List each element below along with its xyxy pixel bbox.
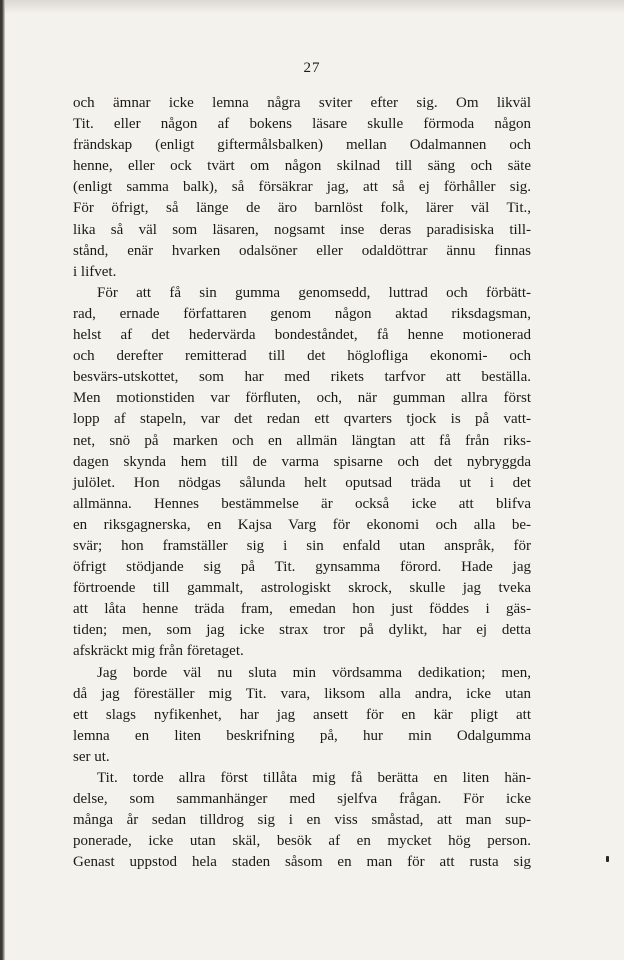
text-line: allmänna. Hennes bestämmelse är också icke att blifva [73, 495, 531, 512]
text-line: då jag föreställer mig Tit. vara, liksom alla andra, icke utan [73, 685, 531, 702]
text-line: ponerade, icke utan skäl, besök af en mycket hög person. [73, 833, 531, 850]
text-line: tiden; men, som jag icke strax tror på dylikt, har ej detta [73, 622, 531, 639]
text-line: Jag borde väl nu sluta min vördsamma dedikation; men, [97, 664, 531, 681]
text-line: Men motionstiden var förﬂuten, och, när gumman allra först [73, 390, 531, 407]
text-line: ser ut. [73, 748, 110, 765]
text-line: lopp af stapeln, var det redan ett qvarters tjock is på vatt- [73, 411, 531, 428]
text-line: rad, ernade författaren genom någon aktad riksdagsman, [73, 305, 531, 322]
ink-speck [606, 856, 609, 862]
text-line: julölet. Hon nödgas sålunda helt oputsad träda ut i det [73, 474, 531, 491]
text-line: besvärs-utskottet, som har med rikets tarfvor att beställa. [73, 369, 531, 386]
page-binding-edge [0, 0, 5, 960]
text-line: och derefter remitterad till det högloﬂiga ekonomi- och [73, 348, 531, 365]
text-line: net, snö på marken och en allmän längtan att få från riks- [73, 432, 531, 449]
page-top-edge [0, 0, 624, 14]
text-line: lika så väl som läsaren, nogsamt inse deras paradisiska till- [73, 221, 531, 238]
text-line: öfrigt stödjande sig på Tit. gynsamma förord. Hade jag [73, 559, 531, 576]
page-number: 27 [303, 60, 321, 76]
body-text [73, 93, 531, 873]
text-line: att låta henne träda fram, emedan hon just föddes i gäs- [73, 601, 531, 618]
text-line: förtroende till gammalt, astrologiskt skrock, skulle jag tveka [73, 580, 531, 597]
text-line: delse, som sammanhänger med sjelfva frågan. För icke [73, 791, 531, 808]
text-line: stånd, enär hvarken odalsöner eller odaldöttrar ännu finnas [73, 242, 531, 259]
text-line: frändskap (enligt giftermålsbalken) mellan Odalmannen och [73, 137, 531, 154]
text-line: (enligt samma balk), så försäkrar jag, att så ej förhåller sig. [73, 179, 531, 196]
text-line: svär; hon framställer sig i sin enfald utan anspråk, för [73, 537, 531, 554]
text-line: en riksgagnerska, en Kajsa Varg för ekonomi och alla be- [73, 516, 531, 533]
text-line: Tit. eller någon af bokens läsare skulle förmoda någon [73, 116, 531, 133]
text-line: ett slags nyfikenhet, har jag ansett för en kär pligt att [73, 706, 531, 723]
text-line: lemna en liten beskrifning på, hur min Odalgumma [73, 727, 531, 744]
text-line: många år sedan tilldrog sig i en viss småstad, att man sup- [73, 812, 531, 829]
text-line: För att få sin gumma genomsedd, luttrad och förbätt- [97, 284, 531, 301]
text-line: dagen skynda hem till de varma spisarne och det nybryggda [73, 453, 531, 470]
text-line: afskräckt mig från företaget. [73, 643, 244, 660]
text-line: henne, eller ock tvärt om någon skilnad till säng och säte [73, 158, 531, 175]
text-line: i lifvet. [73, 263, 117, 280]
text-line: Tit. torde allra först tillåta mig få berätta en liten hän- [97, 770, 531, 786]
text-line: och ämnar icke lemna några sviter efter sig. Om likväl [73, 95, 531, 111]
text-line: För öfrigt, så länge de äro barnlöst folk, lärer väl Tit., [73, 200, 531, 217]
text-line: Genast uppstod hela staden såsom en man för att rusta sig [73, 854, 531, 871]
text-line: helst af det hedervärda bondeståndet, få henne motionerad [73, 327, 531, 344]
